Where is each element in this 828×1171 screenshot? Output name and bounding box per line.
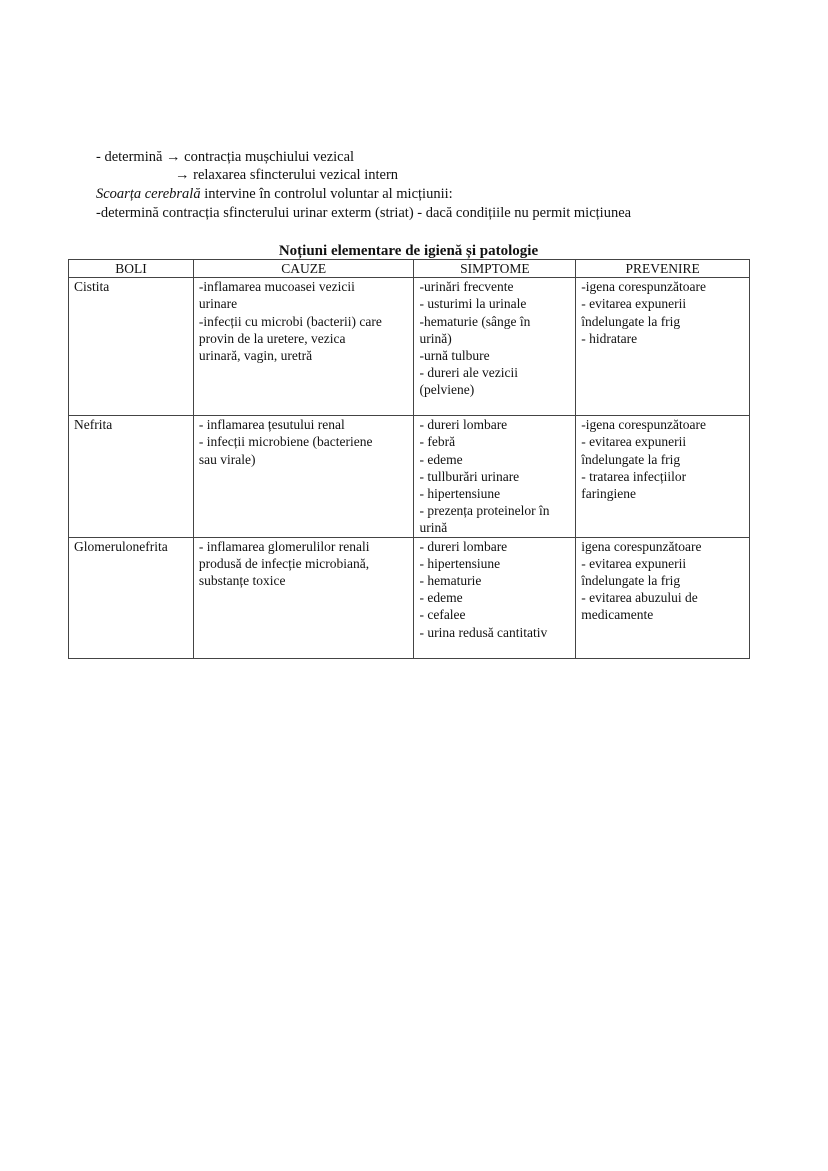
cell-text-line: -infecții cu microbi (bacterii) care xyxy=(198,313,382,329)
cell-text-line: - edeme xyxy=(419,590,463,606)
cell-text-line: urină xyxy=(419,520,448,536)
cell-cauze xyxy=(193,537,414,658)
header-boli: BOLI xyxy=(69,260,194,278)
cell-text-line: - dureri lombare xyxy=(419,538,508,554)
cell-text-line: urinară, vagin, uretră xyxy=(198,348,313,364)
cell-prevenire xyxy=(576,416,750,537)
cell-text-line: - dureri lombare xyxy=(419,417,508,433)
cell-text-line: - urina redusă cantitativ xyxy=(419,624,548,640)
table-title: Noțiuni elementare de igienă și patologie xyxy=(278,243,539,259)
cell-text-line: - dureri ale vezicii xyxy=(419,365,519,381)
cell-text-line: - usturimi la urinale xyxy=(419,296,527,312)
cell-text-line: medicamente xyxy=(581,607,654,623)
cell-text-line: -hematurie (sânge în xyxy=(419,313,531,329)
cell-text-line: - hipertensiune xyxy=(419,486,501,502)
intro-line-3-rest: intervine în controlul voluntar al micțiunii: xyxy=(200,186,453,202)
cell-text-line: îndelungate la frig xyxy=(581,313,681,329)
cell-text-line: -igena corespunzătoare xyxy=(581,279,707,295)
cell-boala: Nefrita xyxy=(69,416,194,537)
header-cauze: CAUZE xyxy=(193,260,414,278)
cell-text-line: - edeme xyxy=(419,451,463,467)
cell-cauze xyxy=(193,416,414,537)
cell-text-line: - evitarea expunerii xyxy=(581,555,687,571)
cell-cauze xyxy=(193,278,414,416)
cell-boala: Cistita xyxy=(69,278,194,416)
table-header-row xyxy=(69,260,750,278)
cell-text-line: - prezența proteinelor în xyxy=(419,503,550,519)
intro-italic-term: Scoarța cerebrală xyxy=(96,186,201,202)
cell-text-line: - hipertensiune xyxy=(419,555,501,571)
cell-text-line: - hidratare xyxy=(581,330,638,346)
cell-text-line: - febră xyxy=(419,434,456,450)
cell-text-line: -inflamarea mucoasei vezicii xyxy=(198,279,355,295)
cell-text-line: - tratarea infecțiilor xyxy=(581,468,687,484)
cell-text-line: - infecții microbiene (bacteriene xyxy=(198,434,373,450)
intro-line-1: - determină → contracția mușchiului vezical xyxy=(96,149,355,165)
cell-text-line: (pelviene) xyxy=(419,382,475,398)
intro-line-3 xyxy=(96,185,453,203)
cell-text-line: faringiene xyxy=(581,486,636,502)
cell-prevenire xyxy=(576,537,750,658)
cell-text-line: - inflamarea glomerulilor renali xyxy=(198,538,370,554)
cell-text-line: îndelungate la frig xyxy=(581,451,681,467)
pathology-table xyxy=(68,259,750,659)
table-row xyxy=(69,537,750,658)
cell-text-line: - inflamarea țesutului renal xyxy=(198,417,345,433)
intro-line-4: -determină contracția sfincterului urinar exterm (striat) - dacă condițiile nu permit micțiunea xyxy=(96,205,632,221)
table-row xyxy=(69,278,750,416)
header-simptome: SIMPTOME xyxy=(414,260,576,278)
header-prevenire: PREVENIRE xyxy=(576,260,750,278)
cell-text-line: - evitarea abuzului de xyxy=(581,590,698,606)
cell-text-line: - hematurie xyxy=(419,573,482,589)
cell-text-line: substanțe toxice xyxy=(198,573,286,589)
cell-text-line: - cefalee xyxy=(419,607,466,623)
cell-simptome xyxy=(414,416,576,537)
cell-boala: Glomerulonefrita xyxy=(69,537,194,658)
cell-text-line: igena corespunzătoare xyxy=(581,538,702,554)
cell-text-line: urinare xyxy=(198,296,238,312)
cell-text-line: - evitarea expunerii xyxy=(581,296,687,312)
cell-text-line: - tullburări urinare xyxy=(419,468,520,484)
cell-text-line: îndelungate la frig xyxy=(581,573,681,589)
cell-text-line: sau virale) xyxy=(198,451,256,467)
cell-text-line: provin de la uretere, vezica xyxy=(198,330,346,346)
cell-simptome xyxy=(414,278,576,416)
cell-text-line: -urinări frecvente xyxy=(419,279,514,295)
cell-text-line: urină) xyxy=(419,330,452,346)
cell-text-line: - evitarea expunerii xyxy=(581,434,687,450)
cell-text-line: -igena corespunzătoare xyxy=(581,417,707,433)
intro-line-2: → relaxarea sfincterului vezical intern xyxy=(175,167,399,183)
table-row xyxy=(69,416,750,537)
cell-text-line: produsă de infecție microbiană, xyxy=(198,555,370,571)
cell-simptome xyxy=(414,537,576,658)
cell-text-line: -urnă tulbure xyxy=(419,348,490,364)
cell-prevenire xyxy=(576,278,750,416)
